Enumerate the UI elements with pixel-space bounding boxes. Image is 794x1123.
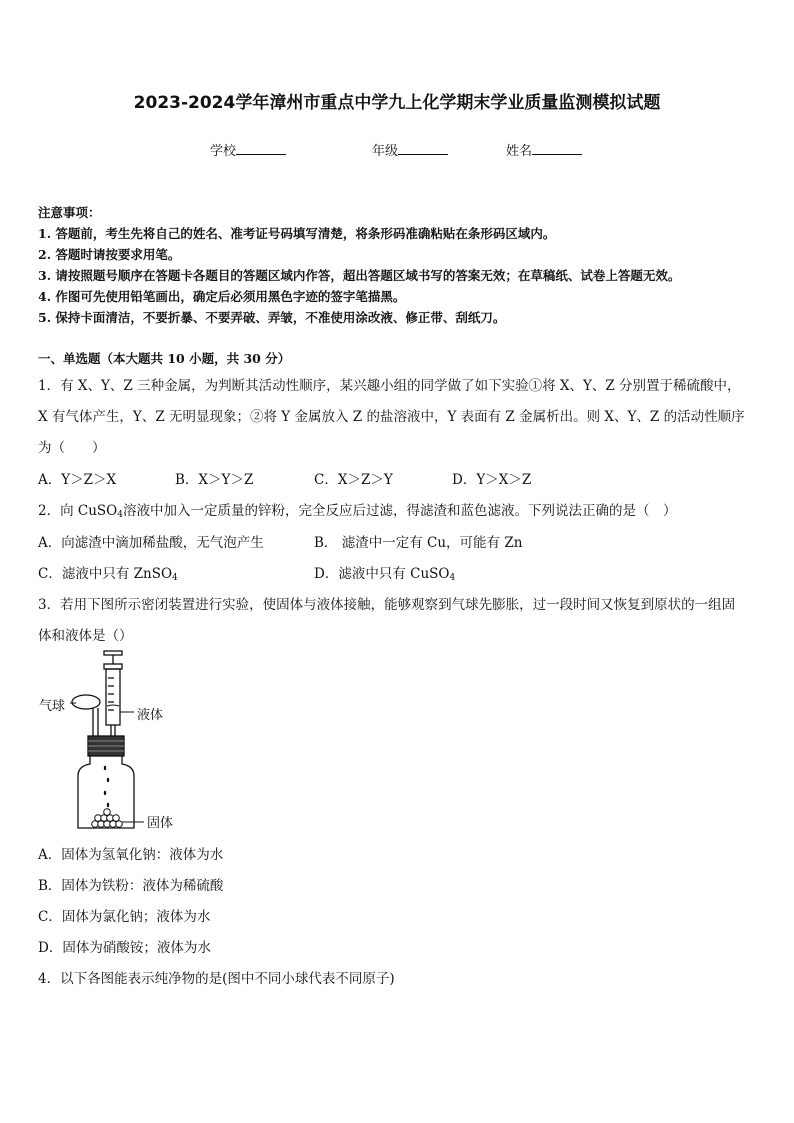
note-item: 1. 答题前，考生先将自己的姓名、准考证号码填写清楚，将条形码准确粘贴在条形码区域内。 [38,226,556,241]
plunger-cap [104,651,122,655]
solid-particles [92,809,123,828]
name-label: 姓名 [506,144,533,159]
q2-stem-post: 溶液中加入一定质量的锌粉，完全反应后过滤，得滤渣和蓝色滤液。下列说法正确的是（ ） [122,503,677,519]
solid-label: 固体 [147,816,174,831]
section-heading: 一、单选题（本大题共 10 小题，共 30 分） [38,351,291,366]
q2-option-d-sub: 4 [449,573,456,583]
school-label: 学校 [210,144,237,159]
note-item: 4. 作图可先使用铅笔画出，确定后必须用黑色字迹的签字笔描黑。 [38,289,406,304]
q3-option-a: A．固体为氢氧化钠：液体为水 [38,847,224,863]
q1-stem-line: 1．有 X、Y、Z 三种金属，为判断其活动性顺序，某兴趣小组的同学做了如下实验①将 X、Y、Z 分别置于稀硫酸中， [38,378,741,394]
q1-option-d: D．Y＞X＞Z [452,472,532,488]
school-blank[interactable] [236,142,286,155]
q3-option-d: D．固体为硝酸铵；液体为水 [38,940,211,956]
q2-option-d [314,562,455,583]
q1-option-c: C．X＞Z＞Y [314,472,393,488]
q4-stem: 4．以下各图能表示纯净物的是(图中不同小球代表不同原子) [38,971,395,987]
q1-stem-line: X 有气体产生，Y、Z 无明显现象；②将 Y 金属放入 Z 的盐溶液中，Y 表面有 Z 金属析出。则 X、Y、Z 的活动性顺序 [38,409,745,425]
q3-option-b: B．固体为铁粉：液体为稀硫酸 [38,878,224,894]
q2-option-d-text: D．滤液中只有 CuSO [314,566,450,582]
q1-option-a: A．Y＞Z＞X [38,472,117,488]
q3-stem-line: 3．若用下图所示密闭装置进行实验，使固体与液体接触，能够观察到气球先膨胀，过一段时间又恢复到原状的一组固 [38,597,736,613]
q2-option-c [38,562,178,583]
name-blank[interactable] [532,142,582,155]
note-item: 2. 答题时请按要求用笔。 [38,247,181,262]
liquid-label: 液体 [137,708,164,723]
q1-option-b: B．X＞Y＞Z [175,472,254,488]
grade-blank[interactable] [398,142,448,155]
notes-heading: 注意事项： [38,205,101,220]
q2-stem [38,499,676,520]
grade-label: 年级 [372,144,399,159]
apparatus-figure [38,648,208,834]
q2-option-c-sub: 4 [172,573,178,583]
q1-stem-line: 为（ ） [38,440,106,456]
q2-option-b: B． 滤渣中一定有 Cu，可能有 Zn [314,535,523,551]
note-item: 3. 请按照题号顺序在答题卡各题目的答题区域内作答，超出答题区域书写的答案无效；在草稿纸、试卷上答题无效。 [38,268,681,283]
q2-option-c-text: C．滤液中只有 ZnSO [38,566,173,582]
q3-stem-line: 体和液体是（） [38,628,133,644]
q2-option-a: A．向滤渣中滴加稀盐酸，无气泡产生 [38,535,264,551]
balloon-label: 气球 [39,699,66,714]
name-field[interactable] [506,140,582,159]
page-title: 2023-2024学年漳州市重点中学九上化学期末学业质量监测模拟试题 [133,93,661,113]
note-item: 5. 保持卡面清洁，不要折暴、不要弄破、弄皱，不准使用涂改液、修正带、刮纸刀。 [38,310,506,325]
grade-field[interactable] [372,140,448,159]
balloon [72,695,100,709]
q2-stem-sub: 4 [117,510,123,520]
school-field[interactable] [210,140,286,159]
plunger-head [104,664,122,669]
q3-option-c: C．固体为氯化钠；液体为水 [38,909,211,925]
q2-stem-pre: 2．向 CuSO [38,503,118,519]
